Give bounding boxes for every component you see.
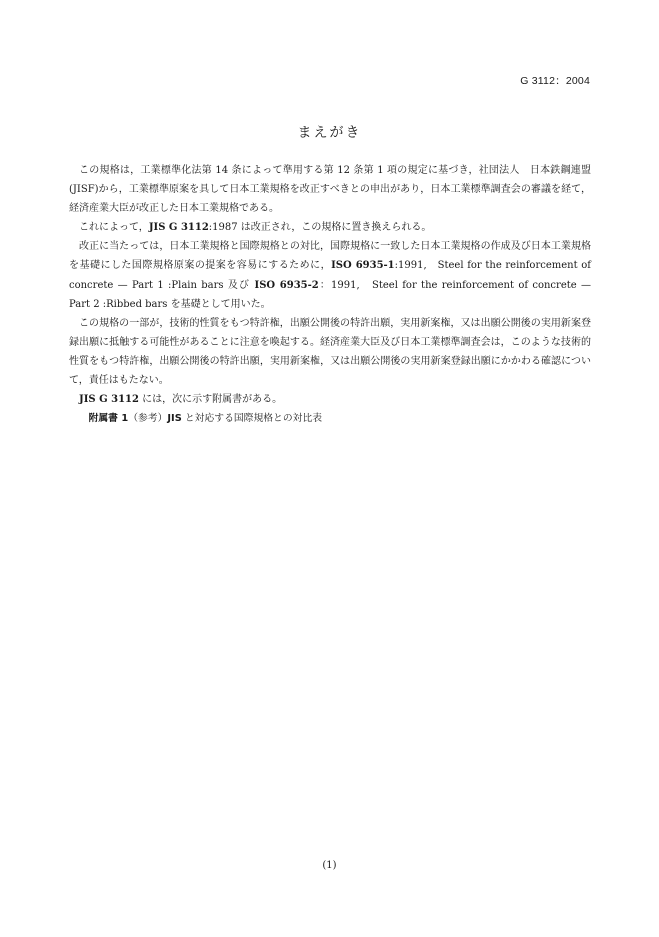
paragraph-intl-text-2: :1991, Steel for the reinforcement of concrete — Part 1 :Plain bars 及び: [69, 260, 591, 291]
paragraph-revision-basis: この規格は，工業標準化法第 14 条によって準用する第 12 条第 1 項の規定に基づき，社団法人 日本鉄鋼連盟(JISF)から，工業標準原案を具して日本工業規格を改正すべきとの申出があり，日本工業標準調査会の審議を経て，経済産業大臣が改正した日本工業規格である。: [69, 165, 591, 215]
paragraph-annex-intro-text: には，次に示す附属書がある。: [138, 394, 283, 406]
paragraph-annex-intro: [69, 390, 591, 409]
paragraph-patent-notice: この規格の一部が，技術的性質をもつ特許権，出願公開後の特許出願，実用新案権，又は出願公開後の実用新案登録出願に抵触する可能性があることに注意を喚起する。経済産業大臣及び日本工業標準調査会は，このような技術的性質をもつ特許権，出願公開後の特許出願，実用新案権，又は出願公開後の実用新案登録出願にかかわる確認について，責任はもたない。: [69, 317, 591, 387]
standard-reference: JIS G 3112: [148, 222, 209, 234]
page-title: まえがき: [297, 125, 362, 141]
annex-list-item: [69, 409, 591, 428]
iso-reference-2: ISO 6935-2: [254, 279, 319, 291]
paragraph-replacement-text-2: :1987 は改正され，この規格に置き換えられる。: [208, 222, 432, 234]
paragraph-intl-text-1: 改正に当たっては，日本工業規格と国際規格との対比，国際規格に一致した日本工業規格の作成及び日本工業規格を基礎にした国際規格原案の提案を容易にするために，: [69, 241, 591, 272]
foreword-body: [69, 161, 591, 428]
standard-reference-annex: JIS G 3112: [79, 394, 139, 406]
annex-type: （参考）: [128, 413, 168, 425]
annex-title: と対応する国際規格との対比表: [181, 413, 323, 425]
page-number: (1): [322, 860, 337, 871]
paragraph-international-standards: [69, 237, 591, 313]
annex-jis: JIS: [167, 413, 182, 425]
paragraph-replacement-text-1: これによって，: [79, 222, 149, 234]
document-number: G 3112：2004: [520, 75, 590, 87]
iso-reference-1: ISO 6935-1: [331, 260, 395, 272]
paragraph-intl-text-3: ：1991, Steel for the reinforcement of concrete — Part 2 :Ribbed bars を基礎として用いた。: [69, 279, 592, 310]
paragraph-replacement: [69, 218, 591, 237]
annex-label: 附属書 1: [88, 413, 129, 425]
